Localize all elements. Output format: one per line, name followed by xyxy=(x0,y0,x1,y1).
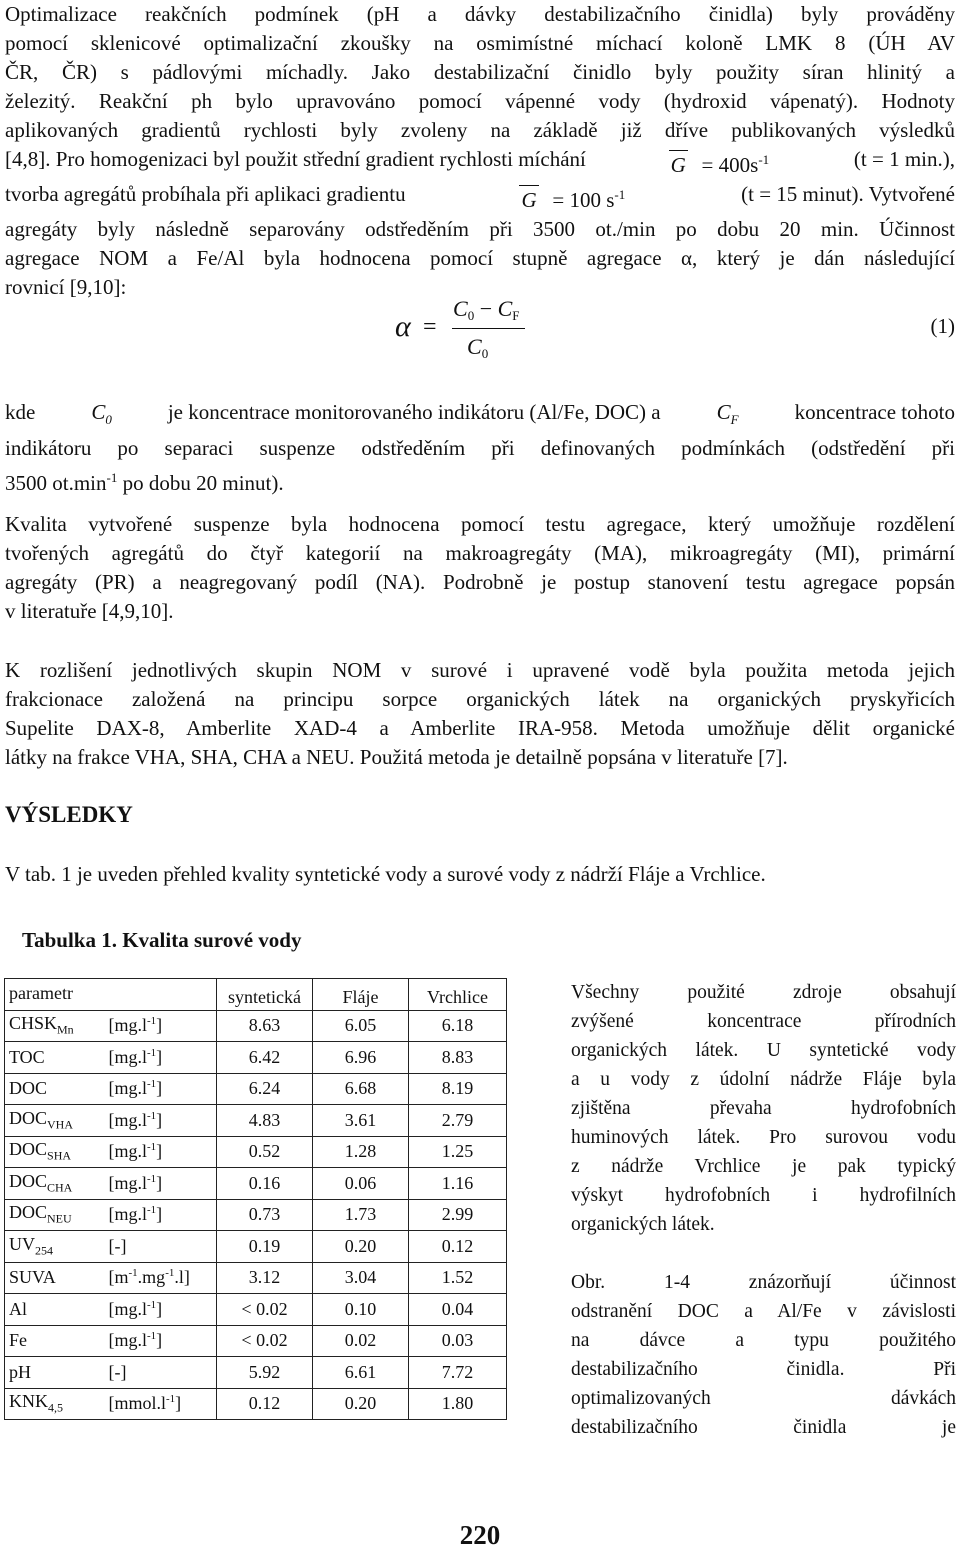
table-cell: 6.96 xyxy=(313,1042,409,1074)
unit-text: ] xyxy=(156,1015,163,1036)
table-cell: 1.52 xyxy=(409,1262,507,1294)
unit-text: ] xyxy=(156,1172,163,1193)
table-cell: 6.05 xyxy=(313,1010,409,1042)
unit-text: ] xyxy=(156,1078,163,1099)
gradient-symbol: G xyxy=(671,151,686,180)
table-row xyxy=(5,1010,507,1042)
column-header-flaje: Fláje xyxy=(313,979,409,1011)
table-cell: 3.12 xyxy=(217,1262,313,1294)
formula-numerator xyxy=(453,296,520,324)
parameter-name xyxy=(5,1042,107,1074)
text-segment: je koncentrace monitorovaného indikátoru (Al/Fe, DOC) a xyxy=(167,400,661,424)
table-cell: 8.83 xyxy=(409,1042,507,1074)
parameter-name xyxy=(5,1325,107,1357)
text-segment: 3500 ot.min xyxy=(5,471,107,496)
side-paragraph-figures xyxy=(571,1268,956,1442)
parameter-unit xyxy=(107,1357,217,1389)
equals-sign: = xyxy=(423,314,437,340)
parameter-subscript: 4,5 xyxy=(48,1401,63,1416)
superscript: -1 xyxy=(758,152,770,167)
table-cell: 1.73 xyxy=(313,1199,409,1231)
gradient-expression xyxy=(521,180,625,215)
column-header-parameter: parametr xyxy=(5,979,217,1011)
unit-text: [mmol.l xyxy=(108,1393,166,1414)
parameter-name xyxy=(5,1388,107,1420)
table-cell: 1.28 xyxy=(313,1136,409,1168)
parameter-subscript: VHA xyxy=(47,1117,74,1132)
table-row xyxy=(5,1136,507,1168)
text-line: Obr. 1-4 znázorňují účinnost xyxy=(571,1272,956,1293)
text-line: optimalizovaných dávkách xyxy=(571,1388,956,1409)
text-line xyxy=(5,398,955,434)
equation-number: (1) xyxy=(930,314,955,338)
text-line: Supelite DAX-8, Amberlite XAD-4 a Amberlite IRA-958. Metoda umožňuje dělit organické xyxy=(5,716,955,740)
parameter-label: DOC xyxy=(9,1202,48,1223)
table-cell: 0.02 xyxy=(313,1325,409,1357)
unit-text: [mg.l xyxy=(108,1015,147,1036)
unit-exponent: -1 xyxy=(128,1267,138,1280)
text-line: agregáty (PR) a neagregovaný podíl (NA). Podrobně je postup stanovení testu agregace popsán xyxy=(5,570,955,594)
unit-text: ] xyxy=(156,1330,163,1351)
parameter-subscript: 254 xyxy=(35,1243,53,1258)
text-segment: = 100 s xyxy=(552,188,615,212)
text-segment: = 400s xyxy=(701,153,759,177)
c0-symbol xyxy=(91,398,112,434)
table-row xyxy=(5,1388,507,1420)
text-line xyxy=(5,180,955,215)
text-line: Všechny použité zdroje obsahují xyxy=(571,982,956,1003)
unit-text: [-] xyxy=(108,1235,127,1256)
text-line: frakcionace založená na principu sorpce organických látek na organických pryskyřicích xyxy=(5,687,955,711)
unit-text: ] xyxy=(156,1046,163,1067)
table-cell: 0.12 xyxy=(409,1231,507,1263)
parameter-unit xyxy=(107,1168,217,1200)
superscript: -1 xyxy=(614,187,626,202)
text-line: destabilizačního činidla. Při xyxy=(571,1359,956,1380)
text-line: železitý. Reakční ph bylo upravováno pomocí vápenné vody (hydroxid vápenatý). Hodnoty xyxy=(5,89,955,113)
table-cell: 3.04 xyxy=(313,1262,409,1294)
table-cell: 7.72 xyxy=(409,1357,507,1389)
unit-exponent: -1 xyxy=(147,1109,157,1122)
text-line: v literatuře [4,9,10]. xyxy=(5,599,174,623)
text-line: z nádrže Vrchlice je pak typický xyxy=(571,1156,956,1177)
paragraph-aggregation-test xyxy=(5,510,955,626)
text-line: zjištěna převaha hydrofobních xyxy=(571,1098,956,1119)
alpha-formula xyxy=(395,298,960,370)
table-cell: < 0.02 xyxy=(217,1294,313,1326)
unit-text: ] xyxy=(156,1109,163,1130)
parameter-label: DOC xyxy=(9,1078,48,1099)
text-line: zvýšené koncentrace přírodních xyxy=(571,1011,956,1032)
table-cell: 0.16 xyxy=(217,1168,313,1200)
table-row xyxy=(5,1199,507,1231)
table-row xyxy=(5,1042,507,1074)
page-number: 220 xyxy=(459,1520,501,1550)
unit-text: ] xyxy=(175,1393,182,1414)
unit-exponent: -1 xyxy=(147,1078,157,1091)
unit-exponent: -1 xyxy=(147,1298,157,1311)
unit-text: [mg.l xyxy=(108,1109,147,1130)
text-line: pomocí sklenicové optimalizační zkoušky na osmimístné míchací koloně LMK 8 (ÚH AV xyxy=(5,31,955,55)
table-cell: 6.24 xyxy=(217,1073,313,1105)
unit-exponent: -1 xyxy=(166,1393,176,1406)
text-segment: kde xyxy=(5,400,36,424)
parameter-name xyxy=(5,1357,107,1389)
text-line: indikátoru po separaci suspenze odstředěním při definovaných podmínkách (odstředění při xyxy=(5,436,955,461)
table-cell: 0.20 xyxy=(313,1231,409,1263)
unit-exponent: -1 xyxy=(147,1015,157,1028)
text-line: Optimalizace reakčních podmínek (pH a dávky destabilizačního činidla) byly prováděny xyxy=(5,2,955,26)
text-line: organických látek. U syntetické vody xyxy=(571,1040,956,1061)
subscript: F xyxy=(512,308,520,323)
parameter-name xyxy=(5,1294,107,1326)
unit-exponent: -1 xyxy=(147,1172,157,1185)
parameter-unit xyxy=(107,1042,217,1074)
parameter-name xyxy=(5,1262,107,1294)
text-line: agregace NOM a Fe/Al byla hodnocena pomocí stupně agregace α, který je dán následující xyxy=(5,246,955,270)
table-cell: 3.61 xyxy=(313,1105,409,1137)
unit-exponent: -1 xyxy=(165,1267,175,1280)
table-cell: 0.06 xyxy=(313,1168,409,1200)
side-paragraph-sources xyxy=(571,978,956,1239)
table-row xyxy=(5,1231,507,1263)
alpha-symbol: α xyxy=(395,310,411,343)
c-symbol: C xyxy=(497,296,513,321)
unit-exponent: -1 xyxy=(147,1046,157,1059)
table-cell: 4.83 xyxy=(217,1105,313,1137)
subscript: 0 xyxy=(105,412,112,428)
paragraph-methods xyxy=(5,0,955,302)
text-segment: (t = 15 minut). Vytvořené xyxy=(741,182,955,206)
unit-text: [mg.l xyxy=(108,1046,147,1067)
text-line: látky na frakce VHA, SHA, CHA a NEU. Použitá metoda je detailně popsána v literatuře [7]. xyxy=(5,745,788,769)
table-cell: 2.79 xyxy=(409,1105,507,1137)
table-cell: 2.99 xyxy=(409,1199,507,1231)
parameter-name xyxy=(5,1105,107,1137)
fraction-bar xyxy=(452,328,525,329)
parameter-unit xyxy=(107,1262,217,1294)
unit-exponent: -1 xyxy=(147,1141,157,1154)
text-line: ČR, ČR) s pádlovými míchadly. Jako destabilizační činidlo byly použity síran hlinitý a xyxy=(5,60,955,84)
text-line: výskyt hydrofobních i hydrofilních xyxy=(571,1185,956,1206)
parameter-label: pH xyxy=(9,1361,31,1382)
unit-exponent: -1 xyxy=(147,1204,157,1217)
parameter-subscript: SHA xyxy=(47,1149,72,1164)
parameter-unit xyxy=(107,1325,217,1357)
text-line: K rozlišení jednotlivých skupin NOM v surové i upravené vodě byla použita metoda jejich xyxy=(5,658,955,682)
table-row xyxy=(5,1294,507,1326)
table-cell: 0.19 xyxy=(217,1231,313,1263)
table-cell: 6.42 xyxy=(217,1042,313,1074)
table-cell: 8.63 xyxy=(217,1010,313,1042)
text-line: na dávce a typu použitého xyxy=(571,1330,956,1351)
parameter-name xyxy=(5,1010,107,1042)
unit-text: [-] xyxy=(108,1361,127,1382)
text-line: tvořených agregátů do čtyř kategorií na makroagregáty (MA), mikroagregáty (MI), primární xyxy=(5,541,955,565)
parameter-unit xyxy=(107,1073,217,1105)
table-cell: 0.73 xyxy=(217,1199,313,1231)
text-line xyxy=(5,463,955,498)
parameter-label: DOC xyxy=(9,1139,48,1160)
table-caption: Tabulka 1. Kvalita surové vody xyxy=(22,928,302,952)
unit-text: .mg xyxy=(137,1267,166,1288)
cf-symbol xyxy=(717,398,739,434)
text-segment: tvorba agregátů probíhala při aplikaci gradientu xyxy=(5,182,406,206)
parameter-label: DOC xyxy=(9,1107,48,1128)
parameter-label: DOC xyxy=(9,1170,48,1191)
table-cell: 0.20 xyxy=(313,1388,409,1420)
parameter-unit xyxy=(107,1388,217,1420)
unit-text: [mg.l xyxy=(108,1298,147,1319)
formula-denominator xyxy=(467,334,488,362)
paragraph-fractionation xyxy=(5,656,955,772)
c-symbol: C xyxy=(716,400,731,424)
table-cell: 5.92 xyxy=(217,1357,313,1389)
parameter-label: SUVA xyxy=(9,1267,56,1288)
parameter-subscript: NEU xyxy=(47,1212,72,1227)
table-cell: 1.80 xyxy=(409,1388,507,1420)
parameter-label: Al xyxy=(9,1298,27,1319)
parameter-label: Fe xyxy=(9,1330,27,1351)
table-row xyxy=(5,1357,507,1389)
table-row xyxy=(5,1168,507,1200)
text-line: huminových látek. Pro surovou vodu xyxy=(571,1127,956,1148)
parameter-unit xyxy=(107,1199,217,1231)
parameter-name xyxy=(5,1168,107,1200)
table-cell: 6.61 xyxy=(313,1357,409,1389)
column-header-vrchlice: Vrchlice xyxy=(409,979,507,1011)
results-intro: V tab. 1 je uveden přehled kvality syntetické vody a surové vody z nádrží Fláje a Vrchlice. xyxy=(5,862,766,886)
text-line: odstranění DOC a Al/Fe v závislosti xyxy=(571,1301,956,1322)
unit-text: [mg.l xyxy=(108,1078,147,1099)
text-line: Kvalita vytvořené suspenze byla hodnocena pomocí testu agregace, který umožňuje rozdělení xyxy=(5,512,955,536)
table-row xyxy=(5,1073,507,1105)
text-line: a u vody z údolní nádrže Fláje byla xyxy=(571,1069,956,1090)
water-quality-table xyxy=(4,978,507,1420)
unit-text: [mg.l xyxy=(108,1141,147,1162)
text-line: organických látek. xyxy=(571,1214,715,1235)
table-header-row xyxy=(5,979,507,1011)
parameter-label: UV xyxy=(9,1233,35,1254)
parameter-unit xyxy=(107,1136,217,1168)
table-cell: 1.25 xyxy=(409,1136,507,1168)
section-heading: VÝSLEDKY xyxy=(5,802,133,827)
unit-text: ] xyxy=(156,1141,163,1162)
text-segment: po dobu 20 minut). xyxy=(122,471,284,496)
parameter-name xyxy=(5,1136,107,1168)
unit-text: ] xyxy=(156,1298,163,1319)
c-symbol: C xyxy=(91,400,106,424)
text-line: aplikovaných gradientů rychlosti byly zvoleny na základě již dříve publikovaných výsledků xyxy=(5,118,955,142)
parameter-name xyxy=(5,1231,107,1263)
unit-text: ] xyxy=(156,1204,163,1225)
table-cell: 6.18 xyxy=(409,1010,507,1042)
table-row xyxy=(5,1105,507,1137)
parameter-label: KNK xyxy=(9,1391,48,1412)
gradient-symbol: G xyxy=(521,186,536,215)
parameter-label: TOC xyxy=(9,1046,45,1067)
table-cell: < 0.02 xyxy=(217,1325,313,1357)
text-line: agregáty byly následně separovány odstředěním při 3500 ot./min po dobu 20 min. Účinnost xyxy=(5,217,955,241)
unit-text: .l] xyxy=(174,1267,190,1288)
table-body xyxy=(5,1010,507,1420)
subscript: 0 xyxy=(467,308,475,323)
table-cell: 8.19 xyxy=(409,1073,507,1105)
unit-text: [mg.l xyxy=(108,1204,147,1225)
table-cell: 1.16 xyxy=(409,1168,507,1200)
table-cell: 0.12 xyxy=(217,1388,313,1420)
table-cell: 0.04 xyxy=(409,1294,507,1326)
parameter-subscript: Mn xyxy=(57,1023,74,1038)
text-segment: (t = 1 min.), xyxy=(853,147,955,171)
table-row xyxy=(5,1262,507,1294)
c-symbol: C xyxy=(467,334,482,359)
superscript: -1 xyxy=(106,470,118,486)
text-segment: koncentrace tohoto xyxy=(794,400,955,424)
text-line xyxy=(5,145,955,180)
text-line: destabilizačního činidla je xyxy=(571,1417,956,1438)
text-segment: [4,8]. Pro homogenizaci byl použit střední gradient rychlosti míchání xyxy=(5,147,586,171)
minus-sign: − xyxy=(479,296,493,321)
c-symbol: C xyxy=(453,296,468,321)
table-row xyxy=(5,1325,507,1357)
table-cell: 0.52 xyxy=(217,1136,313,1168)
unit-text: [mg.l xyxy=(108,1330,147,1351)
paragraph-definition xyxy=(5,398,955,498)
text-line: rovnicí [9,10]: xyxy=(5,275,127,299)
table-cell: 0.03 xyxy=(409,1325,507,1357)
parameter-unit xyxy=(107,1105,217,1137)
parameter-name xyxy=(5,1073,107,1105)
unit-text: [mg.l xyxy=(108,1172,147,1193)
table-cell: 6.68 xyxy=(313,1073,409,1105)
subscript: 0 xyxy=(481,346,489,361)
parameter-unit xyxy=(107,1010,217,1042)
table-cell: 0.10 xyxy=(313,1294,409,1326)
gradient-expression xyxy=(671,145,770,180)
unit-text: [m xyxy=(108,1267,129,1288)
unit-exponent: -1 xyxy=(147,1330,157,1343)
parameter-unit xyxy=(107,1231,217,1263)
parameter-unit xyxy=(107,1294,217,1326)
subscript: F xyxy=(730,412,739,428)
parameter-label: CHSK xyxy=(9,1013,58,1034)
parameter-subscript: CHA xyxy=(47,1180,73,1195)
column-header-synthetic: syntetická xyxy=(217,979,313,1011)
parameter-name xyxy=(5,1199,107,1231)
